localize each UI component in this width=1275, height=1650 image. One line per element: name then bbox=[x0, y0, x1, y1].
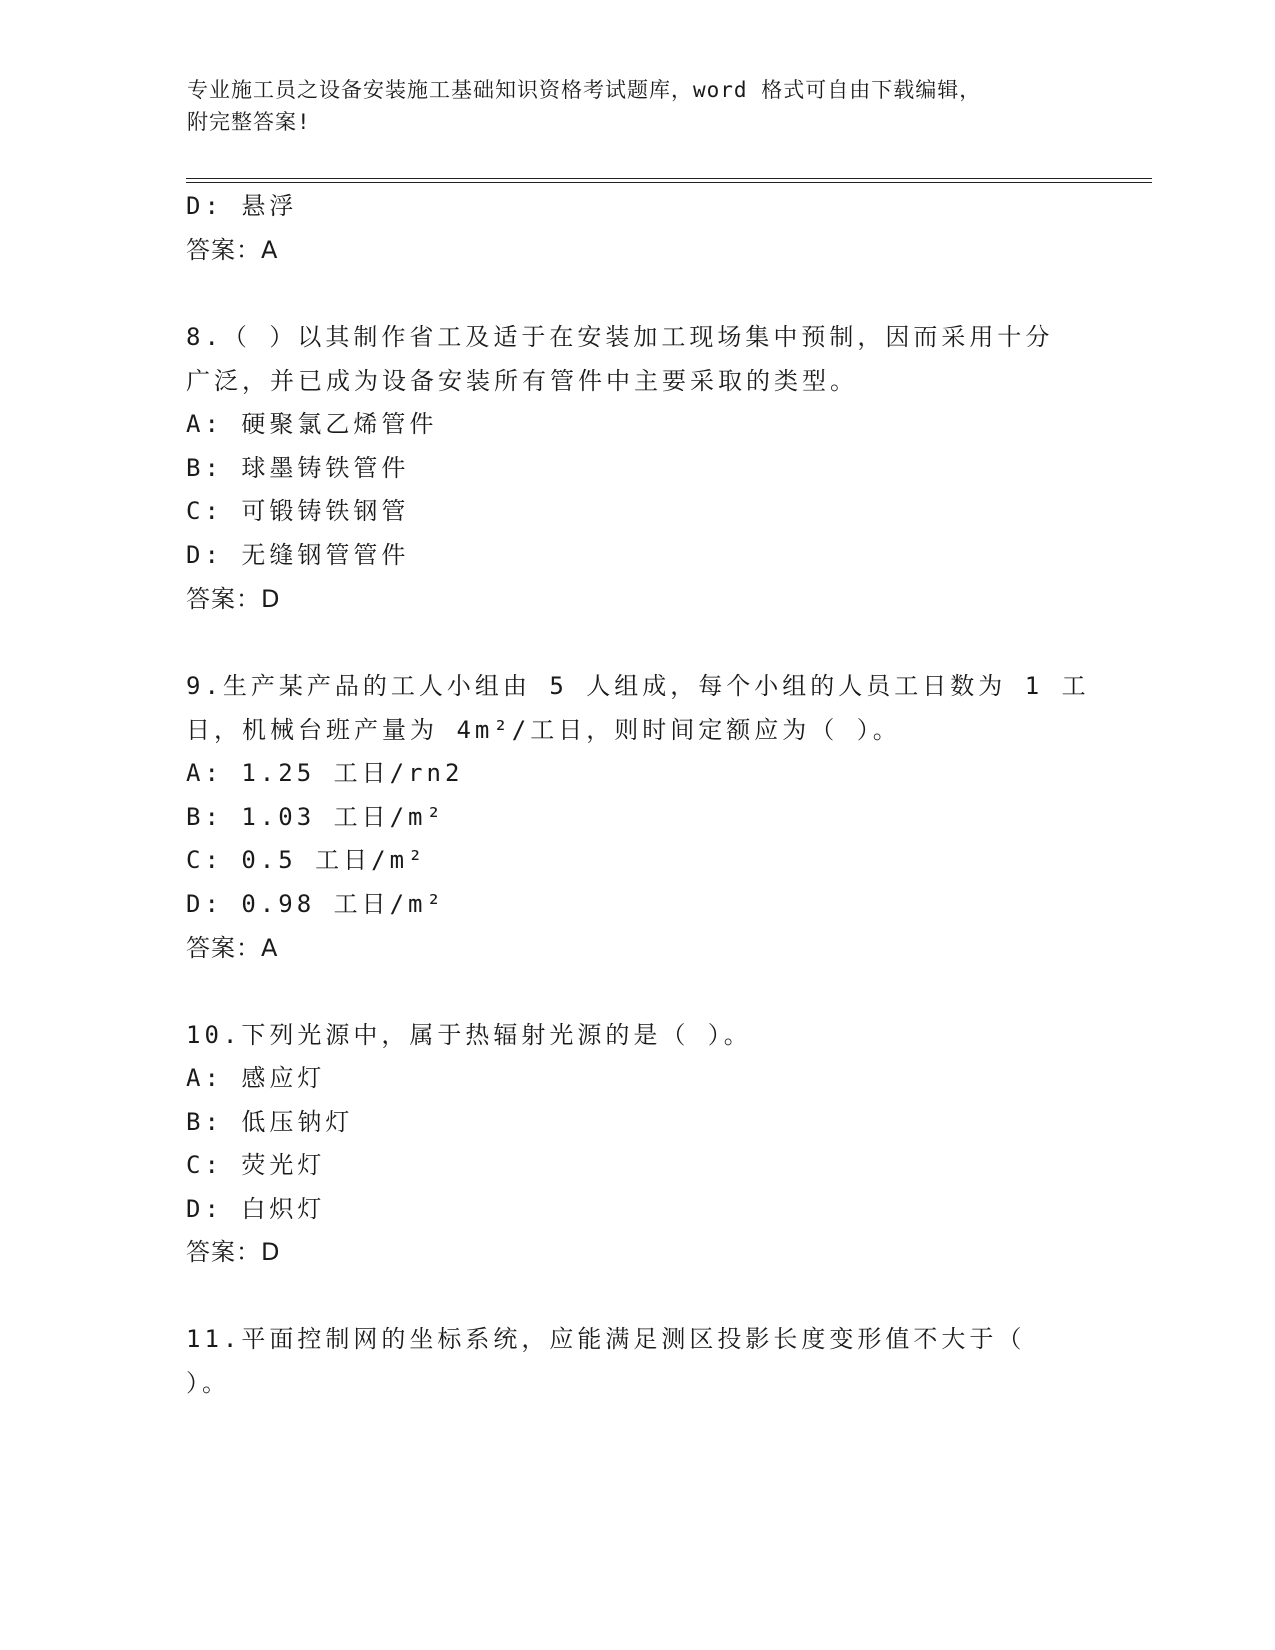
q8-option-b: B: 球墨铸铁管件 bbox=[186, 454, 410, 482]
q10-answer: 答案：D bbox=[186, 1238, 281, 1266]
q7-answer: 答案：A bbox=[186, 236, 279, 264]
q9-option-d: D: 0.98 工日/m² bbox=[186, 890, 445, 918]
header-line-1: 专业施工员之设备安装施工基础知识资格考试题库，word 格式可自由下载编辑， bbox=[187, 78, 982, 102]
q11-stem-line-2: ）。 bbox=[186, 1369, 230, 1397]
q9-option-a: A: 1.25 工日/rn2 bbox=[186, 759, 464, 787]
q9-answer: 答案：A bbox=[186, 934, 279, 962]
q10-option-a: A: 感应灯 bbox=[186, 1064, 326, 1092]
q10-stem-line-1: 10.下列光源中，属于热辐射光源的是（ ）。 bbox=[186, 1021, 752, 1049]
q9-stem-line-1: 9.生产某产品的工人小组由 5 人组成，每个小组的人员工日数为 1 工 bbox=[186, 672, 1090, 700]
q8-option-d: D: 无缝钢管管件 bbox=[186, 541, 410, 569]
q9-option-b: B: 1.03 工日/m² bbox=[186, 803, 445, 831]
header-divider bbox=[186, 178, 1152, 183]
q10-option-c: C: 荧光灯 bbox=[186, 1151, 326, 1179]
q8-answer: 答案：D bbox=[186, 585, 281, 613]
q11-stem-line-1: 11.平面控制网的坐标系统，应能满足测区投影长度变形值不大于（ bbox=[186, 1325, 1026, 1353]
q8-option-c: C: 可锻铸铁钢管 bbox=[186, 497, 410, 525]
q9-stem-line-2: 日，机械台班产量为 4m²/工日，则时间定额应为（ ）。 bbox=[186, 716, 901, 744]
document-header bbox=[187, 74, 1067, 138]
q9-option-c: C: 0.5 工日/m² bbox=[186, 846, 427, 874]
header-line-2: 附完整答案! bbox=[187, 110, 311, 134]
q8-option-a: A: 硬聚氯乙烯管件 bbox=[186, 410, 438, 438]
q10-option-d: D: 白炽灯 bbox=[186, 1195, 326, 1223]
q8-stem-line-1: 8.（ ）以其制作省工及适于在安装加工现场集中预制，因而采用十分 bbox=[186, 323, 1054, 351]
q10-option-b: B: 低压钠灯 bbox=[186, 1108, 354, 1136]
q7-option-d: D: 悬浮 bbox=[186, 192, 298, 220]
q8-stem-line-2: 广泛，并已成为设备安装所有管件中主要采取的类型。 bbox=[186, 367, 858, 395]
